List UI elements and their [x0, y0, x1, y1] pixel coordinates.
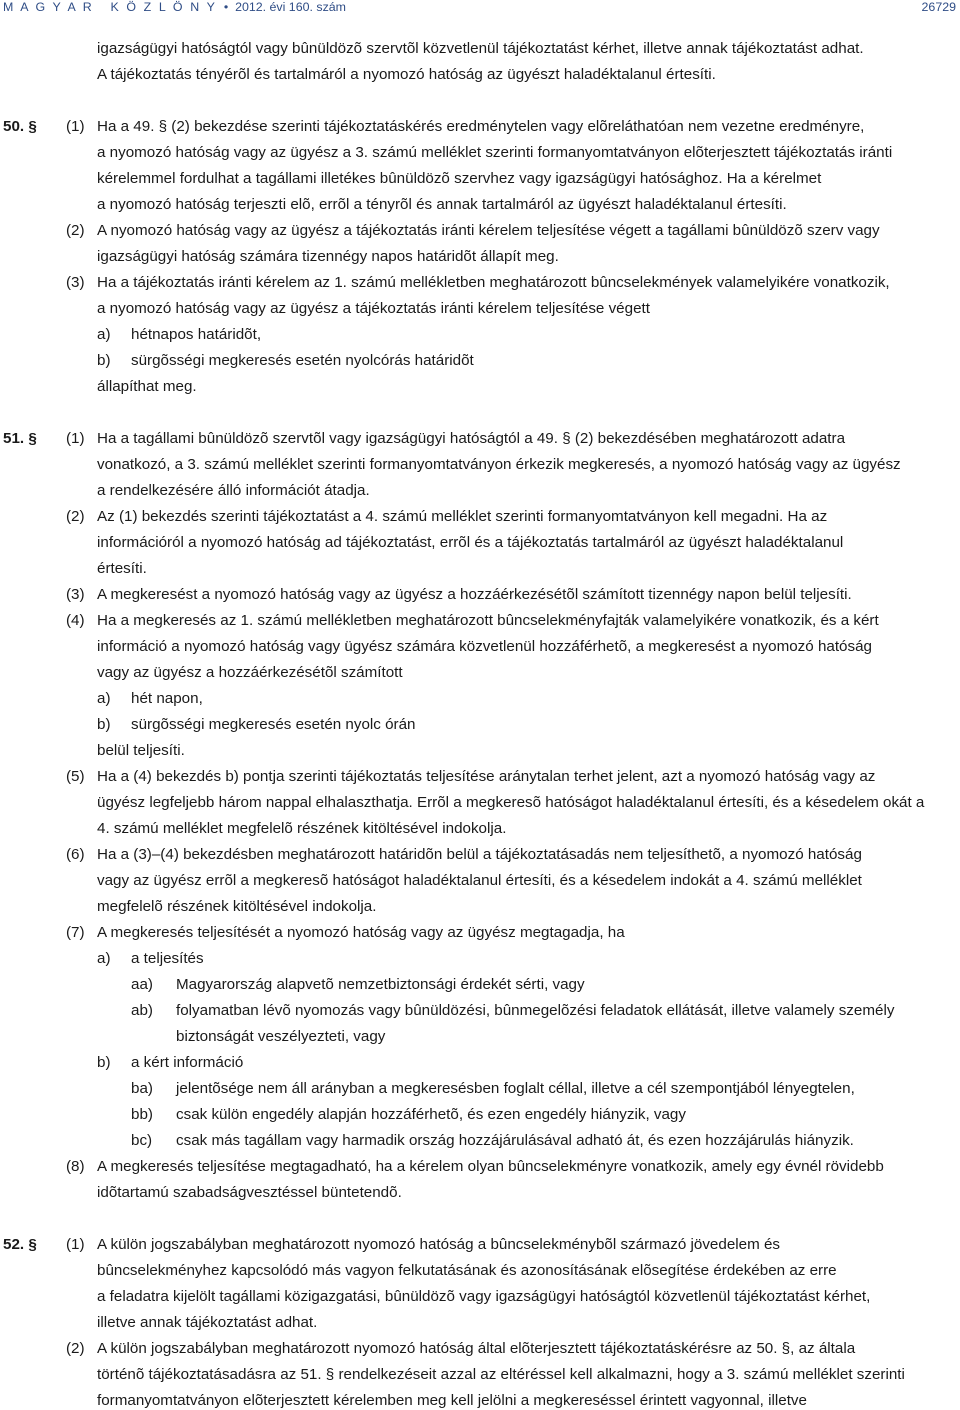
text-line: ügyész legfeljebb három nappal elhalaszthatja. Errõl a megkeresõ hatóságot haladéktalanul értesíti, és a késedelem okát a	[97, 794, 925, 811]
section-number: 51. §	[3, 430, 37, 447]
text-line: A nyomozó hatóság vagy az ügyész a tájékoztatás iránti kérelem teljesítése végett a tagállami bûnüldözõ szerv vagy	[97, 222, 880, 239]
text-line: csak külön engedély alapján hozzáférhetõ, és ezen engedély hiányzik, vagy	[176, 1106, 686, 1123]
paragraph-mark: (3)	[66, 274, 85, 291]
text-line: igazságügyi hatóság számára tizennégy napos határidõt állapít meg.	[97, 248, 559, 265]
text-line: kérelemmel fordulhat a tagállami illetékes bûnüldözõ szervhez vagy igazságügyi hatósághoz. Ha a kérelmet	[97, 170, 822, 187]
text-line: Ha a (4) bekezdés b) pontja szerinti tájékoztatás teljesítése aránytalan terhet jelent, azt a nyomozó hatóság vagy az	[97, 768, 876, 785]
text-line: a rendelkezésére álló információt átadja.	[97, 482, 370, 499]
text-line: értesíti.	[97, 560, 147, 577]
text-line: Ha a tagállami bûnüldözõ szervtõl vagy igazságügyi hatóságtól a 49. § (2) bekezdésében meghatározott adatra	[97, 430, 846, 447]
subpoint-mark: bc)	[131, 1132, 153, 1149]
paragraph-mark: (8)	[66, 1158, 85, 1175]
text-line: A megkeresés teljesítését a nyomozó hatóság vagy az ügyész megtagadja, ha	[97, 924, 625, 941]
header-bullet: •	[223, 0, 229, 14]
paragraph-mark: (6)	[66, 846, 85, 863]
subpoint-mark: ab)	[131, 1002, 153, 1019]
text-line: információ a nyomozó hatóság vagy ügyész számára közvetlenül hozzáférhetõ, a megkeresést a nyomozó hatóság	[97, 638, 872, 655]
text-line: történõ tájékoztatásadásra az 51. § rendelkezéseit azzal az eltéréssel kell alkalmazni, hogy a 3. számú melléklet szerinti	[97, 1366, 905, 1383]
paragraph-mark: (2)	[66, 508, 85, 525]
text-line: a nyomozó hatóság vagy az ügyész a tájékoztatás iránti kérelem teljesítése végett	[97, 300, 650, 317]
text-line: Ha a (3)–(4) bekezdésben meghatározott határidõn belül a tájékoztatásadás nem teljesíthetõ, a nyomozó hatóság	[97, 846, 862, 863]
text-line: sürgõsségi megkeresés esetén nyolcórás határidõt	[131, 352, 474, 369]
text-line: állapíthat meg.	[97, 378, 197, 395]
journal-title: M A G Y A R K Ö Z L Ö N Y	[3, 0, 217, 14]
paragraph-mark: (5)	[66, 768, 85, 785]
text-line: vonatkozó, a 3. számú melléklet szerinti formanyomtatványon érkezik megkeresés, a nyomozó hatóság vagy az ügyész	[97, 456, 901, 473]
text-line: folyamatban lévõ nyomozás vagy bûnüldözési, bûnmegelõzési feladatok ellátását, illetve valamely személy	[176, 1002, 895, 1019]
text-line: A megkeresést a nyomozó hatóság vagy az ügyész a hozzáérkezésétõl számított tizennégy napon belül teljesíti.	[97, 586, 852, 603]
text-line: a nyomozó hatóság vagy az ügyész a 3. számú melléklet szerinti formanyomtatványon elõterjesztett tájékoztatás iránti	[97, 144, 893, 161]
header-bar	[0, 0, 960, 14]
point-mark: a)	[97, 326, 111, 343]
text-line: A megkeresés teljesítése megtagadható, ha a kérelem olyan bûncselekményre vonatkozik, amely egy évnél rövidebb	[97, 1158, 884, 1175]
text-line: A tájékoztatás tényérõl és tartalmáról a nyomozó hatóság az ügyészt haladéktalanul értesíti.	[97, 66, 716, 83]
text-line: sürgõsségi megkeresés esetén nyolc órán	[131, 716, 416, 733]
text-line: formanyomtatványon elõterjesztett kérelemben meg kell jelölni a megkereséssel érintett vagyonnal, illetve	[97, 1392, 807, 1409]
paragraph-mark: (1)	[66, 1236, 85, 1253]
paragraph-mark: (3)	[66, 586, 85, 603]
issue-label: 2012. évi 160. szám	[235, 0, 346, 14]
text-line: a kért információ	[131, 1054, 244, 1071]
point-mark: b)	[97, 716, 111, 733]
paragraph-mark: (2)	[66, 222, 85, 239]
text-line: A külön jogszabályban meghatározott nyomozó hatóság által elõterjesztett tájékoztatáskérésre az 50. §, az általa	[97, 1340, 856, 1357]
subpoint-mark: bb)	[131, 1106, 153, 1123]
point-mark: a)	[97, 950, 111, 967]
text-line: Az (1) bekezdés szerinti tájékoztatást a 4. számú melléklet szerinti formanyomtatványon kell megadni. Ha az	[97, 508, 828, 525]
text-line: Ha a tájékoztatás iránti kérelem az 1. számú mellékletben meghatározott bûncselekmények valamelyikére vonatkozik,	[97, 274, 890, 291]
page-number: 26729	[921, 0, 956, 14]
point-mark: b)	[97, 1054, 111, 1071]
text-line: bûncselekményhez kapcsolódó más vagyon felkutatásának és azonosításának elõsegítése érdekében az erre	[97, 1262, 837, 1279]
paragraph-mark: (4)	[66, 612, 85, 629]
text-line: információról a nyomozó hatóság ad tájékoztatást, errõl és a tájékoztatás tartalmáról az ügyészt haladéktalanul	[97, 534, 844, 551]
text-line: illetve annak tájékoztatást adhat.	[97, 1314, 318, 1331]
text-line: belül teljesíti.	[97, 742, 185, 759]
text-line: a nyomozó hatóság terjeszti elõ, errõl a tényrõl és annak tartalmáról az ügyészt haladéktalanul értesíti.	[97, 196, 787, 213]
text-line: csak más tagállam vagy harmadik ország hozzájárulásával adható át, és ezen hozzájárulás hiányzik.	[176, 1132, 854, 1149]
text-line: hétnapos határidõt,	[131, 326, 262, 343]
paragraph-mark: (1)	[66, 430, 85, 447]
point-mark: a)	[97, 690, 111, 707]
section-number: 52. §	[3, 1236, 37, 1253]
text-line: a teljesítés	[131, 950, 204, 967]
point-mark: b)	[97, 352, 111, 369]
text-line: megfelelõ részének kitöltésével indokolja.	[97, 898, 377, 915]
text-line: 4. számú melléklet megfelelõ részének kitöltésével indokolja.	[97, 820, 507, 837]
text-line: Ha a megkeresés az 1. számú mellékletben meghatározott bûncselekményfajták valamelyikére vonatkozik, és a kért	[97, 612, 879, 629]
text-line: idõtartamú szabadságvesztéssel büntetendõ.	[97, 1184, 402, 1201]
text-line: Magyarország alapvetõ nemzetbiztonsági érdekét sérti, vagy	[176, 976, 585, 993]
text-line: biztonságát veszélyezteti, vagy	[176, 1028, 386, 1045]
text-line: igazságügyi hatóságtól vagy bûnüldözõ szervtõl közvetlenül tájékoztatást kérhet, illetve annak tájékoztatást adhat.	[97, 40, 864, 57]
text-line: hét napon,	[131, 690, 203, 707]
text-line: jelentõsége nem áll arányban a megkeresésben foglalt céllal, illetve a cél szempontjából lényegtelen,	[176, 1080, 855, 1097]
paragraph-mark: (2)	[66, 1340, 85, 1357]
paragraph-mark: (7)	[66, 924, 85, 941]
header-left	[3, 0, 346, 14]
text-line: vagy az ügyész errõl a megkeresõ hatóságot haladéktalanul értesíti, és a késedelem indokát a 4. számú melléklet	[97, 872, 862, 889]
text-line: Ha a 49. § (2) bekezdése szerinti tájékoztatáskérés eredménytelen vagy elõreláthatóan nem vezetne eredményre,	[97, 118, 865, 135]
paragraph-mark: (1)	[66, 118, 85, 135]
text-line: vagy az ügyész a hozzáérkezésétõl számított	[97, 664, 403, 681]
subpoint-mark: ba)	[131, 1080, 153, 1097]
section-number: 50. §	[3, 118, 37, 135]
text-line: A külön jogszabályban meghatározott nyomozó hatóság a bûncselekménybõl származó jövedelem és	[97, 1236, 780, 1253]
text-line: a feladatra kijelölt tagállami közigazgatási, bûnüldözõ vagy igazságügyi hatóságtól közvetlenül tájékoztatást kérhet,	[97, 1288, 871, 1305]
subpoint-mark: aa)	[131, 976, 153, 993]
